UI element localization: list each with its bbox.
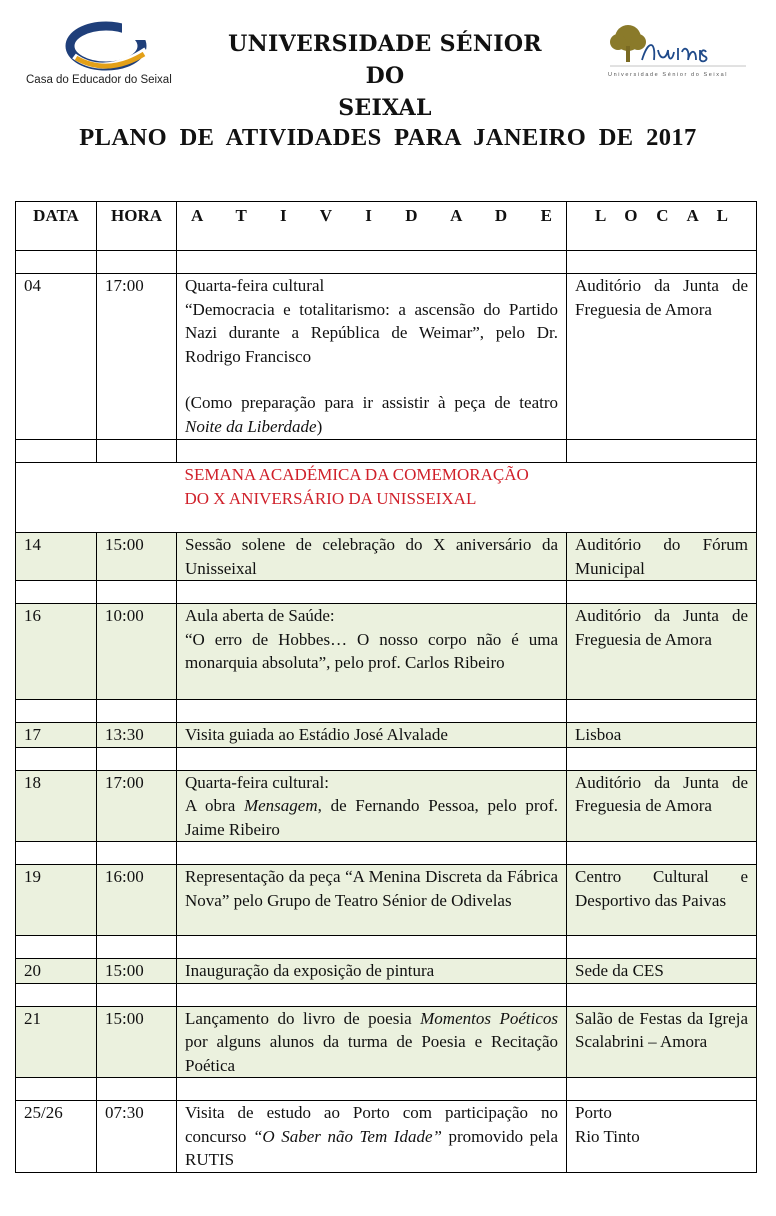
table-row xyxy=(16,865,757,936)
event-time: 17:00 xyxy=(97,770,177,842)
event-location: Centro Cultural e Desportivo das Paivas xyxy=(567,865,757,936)
col-header-data: DATA xyxy=(16,202,97,251)
table-row xyxy=(16,959,757,984)
table-header-row xyxy=(16,202,757,251)
event-time: 17:00 xyxy=(97,274,177,440)
event-date: 04 xyxy=(16,274,97,440)
table-row xyxy=(16,533,757,581)
spacer-row xyxy=(16,842,757,865)
event-time: 07:30 xyxy=(97,1101,177,1173)
event-activity: Representação da peça “A Menina Discreta da Fábrica Nova” pelo Grupo de Teatro Sénior de Odivelas xyxy=(177,865,567,936)
event-location: Auditório da Junta de Freguesia de Amora xyxy=(567,604,757,700)
location-line: Rio Tinto xyxy=(575,1126,640,1146)
week-heading: SEMANA ACADÉMICA DA COMEMORAÇÃO DO X ANIVERSÁRIO DA UNISSEIXAL xyxy=(177,463,757,533)
plan-title: PLANO DE ATIVIDADES PARA JANEIRO DE 2017 xyxy=(79,124,697,151)
event-activity: Sessão solene de celebração do X aniversário da Unisseixal xyxy=(177,533,567,581)
event-location: Auditório do Fórum Municipal xyxy=(567,533,757,581)
tree-logo-icon xyxy=(608,20,748,72)
organization-title xyxy=(210,28,560,124)
table-row xyxy=(16,604,757,700)
activities-table xyxy=(15,201,757,1173)
event-date: 17 xyxy=(16,723,97,748)
event-activity xyxy=(177,274,567,440)
table-row xyxy=(16,274,757,440)
spacer-row xyxy=(16,251,757,274)
event-date: 19 xyxy=(16,865,97,936)
event-location xyxy=(567,1101,757,1173)
col-header-atividade: A T I V I D A D E xyxy=(177,202,567,251)
event-time: 10:00 xyxy=(97,604,177,700)
activity-line: “O erro de Hobbes… O nosso corpo não é uma monarquia absoluta”, pelo prof. Carlos Ribeiro xyxy=(185,629,558,672)
event-time: 15:00 xyxy=(97,533,177,581)
event-location: Salão de Festas da Igreja Scalabrini – Amora xyxy=(567,1006,757,1078)
event-activity xyxy=(177,770,567,842)
org-title-line2: SEIXAL xyxy=(338,95,432,121)
org-title-line1: UNIVERSIDADE SÉNIOR DO xyxy=(228,31,542,89)
activity-line: Quarta-feira cultural xyxy=(185,276,325,295)
unisseixal-logo xyxy=(608,20,748,84)
spacer-row xyxy=(16,700,757,723)
spacer-row xyxy=(16,747,757,770)
event-time: 16:00 xyxy=(97,865,177,936)
col-header-hora: HORA xyxy=(97,202,177,251)
event-activity: Inauguração da exposição de pintura xyxy=(177,959,567,984)
event-activity: Visita guiada ao Estádio José Alvalade xyxy=(177,723,567,748)
event-time: 13:30 xyxy=(97,723,177,748)
activity-line: Aula aberta de Saúde: xyxy=(185,606,335,625)
event-location: Sede da CES xyxy=(567,959,757,984)
event-date: 25/26 xyxy=(16,1101,97,1173)
table-row xyxy=(16,723,757,748)
event-location: Lisboa xyxy=(567,723,757,748)
col-header-local: L O C A L xyxy=(567,202,757,251)
activity-line: Quarta-feira cultural: xyxy=(185,772,329,792)
event-date: 14 xyxy=(16,533,97,581)
activity-line: A obra Mensagem, de Fernando Pessoa, pelo prof. Jaime Ribeiro xyxy=(185,796,558,839)
event-activity xyxy=(177,604,567,700)
event-activity: Lançamento do livro de poesia Momentos Poéticos por alguns alunos da turma de Poesia e Recitação Poética xyxy=(177,1006,567,1078)
activity-line: (Como preparação para ir assistir à peça de teatro Noite da Liberdade) xyxy=(185,393,558,436)
spacer-row xyxy=(16,983,757,1006)
event-date: 16 xyxy=(16,604,97,700)
spacer-row xyxy=(16,440,757,463)
spacer-row xyxy=(16,581,757,604)
event-date: 18 xyxy=(16,770,97,842)
table-row xyxy=(16,770,757,842)
table-row xyxy=(16,1006,757,1078)
section-heading-row xyxy=(16,463,757,533)
activity-line: “Democracia e totalitarismo: a ascensão do Partido Nazi durante a República de Weimar”, pelo Dr. Rodrigo Francisco xyxy=(185,299,558,366)
location-line: Porto xyxy=(575,1103,612,1122)
spacer-row xyxy=(16,1078,757,1101)
event-activity: Visita de estudo ao Porto com participação no concurso “O Saber não Tem Idade” promovido pela RUTIS xyxy=(177,1101,567,1173)
right-logo-caption: Universidade Sénior do Seixal xyxy=(608,72,729,78)
event-time: 15:00 xyxy=(97,1006,177,1078)
table-row xyxy=(16,1101,757,1173)
left-logo-caption: Casa do Educador do Seixal xyxy=(26,74,172,86)
swoosh-logo-icon xyxy=(24,20,174,76)
event-location: Auditório da Junta de Freguesia de Amora xyxy=(567,274,757,440)
casa-do-educador-logo xyxy=(24,20,174,92)
event-time: 15:00 xyxy=(97,959,177,984)
spacer-row xyxy=(16,936,757,959)
event-date: 20 xyxy=(16,959,97,984)
event-date: 21 xyxy=(16,1006,97,1078)
event-location: Auditório da Junta de Freguesia de Amora xyxy=(567,770,757,842)
